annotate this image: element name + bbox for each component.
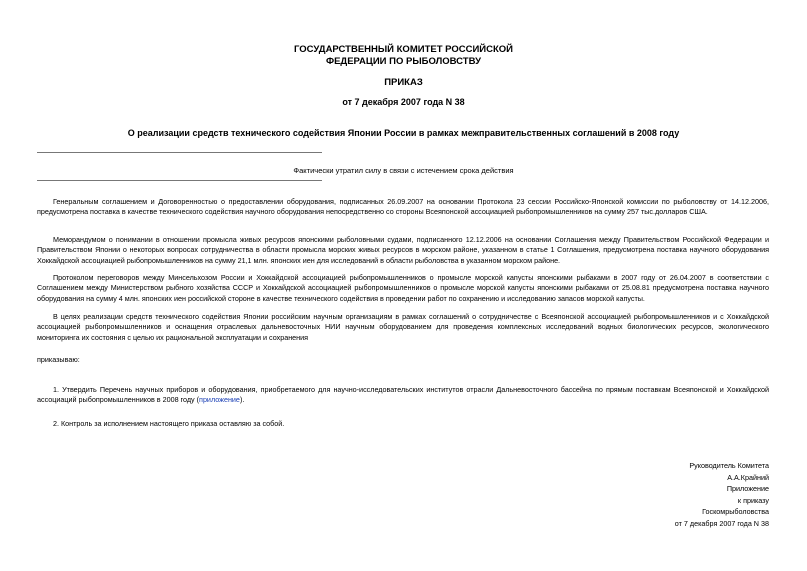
divider-bottom [37,180,322,181]
signatory-name: А.А.Крайний [727,472,769,482]
divider-top [37,152,322,153]
document-date-number: от 7 декабря 2007 года N 38 [342,97,465,107]
document-title: О реализации средств технического содействия Японии России в рамках межправительственных соглашений в 2008 году [127,128,680,138]
paragraph-1: Генеральным соглашением и Договоренностью о предоставлении оборудования, подписанных 26.09.2007 на основании Протокола 23 сессии Российско-Японской комиссии по рыболовству от 14.12.2006, предусмотрена поставка в качестве технического содействия научного оборудования непосредственно со стороны Всеяпонской ассоциацией рыбопромышленников на сумму 257 тыс.долларов США. [37,197,769,217]
appendix-heading-line1: Приложение [726,484,769,493]
signatory-position: Руководитель Комитета [689,461,769,470]
document-type: ПРИКАЗ [384,77,423,88]
authority-line-2: ФЕДЕРАЦИИ ПО РЫБОЛОВСТВУ [325,56,481,67]
appendix-heading-line3: Госкомрыболовства [702,507,769,516]
order-word: приказываю: [37,355,80,364]
appendix-link[interactable]: приложение [199,395,240,405]
paragraph-4: В целях реализации средств технического содействия Японии российским научным организациям в рамках соглашений о сотрудничестве с Всеяпонской ассоциацией рыбопромышленников и с Хоккайдской ассоциацией рыбопромышленников и оснащения отраслевых дальневосточных НИИ научным оборудованием для проведения комплексных исследований водных биологических ресурсов, экологического мониторинга их состояния с целью их рациональной эксплуатации и сохранения [37,312,769,342]
paragraph-3: Протоколом переговоров между Минсельхозом России и Хоккайдской ассоциацией рыбопромышленников о промысле морской капусты японскими рыбаками в 2007 году от 26.04.2007 в соответствии с Соглашением между Министерством рыбного хозяйства СССР и Хоккайдской ассоциацией рыбопромышленников о промысле морской капусты японскими рыбаками от 25.08.81 предусмотрена поставка научного оборудования на сумму 4 млн. японских иен российской стороне в качестве технического содействия в проведении работ по сохранению и исследованию запасов морской капусты. [37,273,769,303]
order-item-1 [37,385,769,406]
order-item-1-tail: ). [239,395,245,405]
order-item-1-text: 1. Утвердить Перечень научных приборов и оборудования, приобретаемого для научно-исследовательских институтов отрасли Дальневосточного бассейна по прямым поставкам Всеяпонской и Хоккайдской ассоциаций рыбопромышленников в 2008 году ( [37,385,769,405]
authority-line-1: ГОСУДАРСТВЕННЫЙ КОМИТЕТ РОССИЙСКОЙ [293,44,514,55]
status-note: Фактически утратил силу в связи с истечением срока действия [293,166,514,175]
appendix-heading-line4: от 7 декабря 2007 года N 38 [674,518,769,528]
order-item-2: 2. Контроль за исполнением настоящего приказа оставляю за собой. [53,419,285,428]
appendix-heading-line2: к приказу [737,495,769,505]
signature-block [675,460,769,529]
paragraph-2: Меморандумом о понимании в отношении промысла живых ресурсов японскими рыболовными судами, подписанного 12.12.2006 на основании Соглашения между Правительством Российской Федерации и Правительством Японии о некоторых вопросах сотрудничества в области промысла морских живых ресурсов в морском районе, указанном в статье 1 Соглашения, предусмотрена поставка научного оборудования Хоккайдской ассоциацией рыбопромышленников на сумму 21,1 млн. японских иен для исследований в области рыболовства в указанном морском районе. [37,235,769,265]
issuing-authority [0,44,807,68]
